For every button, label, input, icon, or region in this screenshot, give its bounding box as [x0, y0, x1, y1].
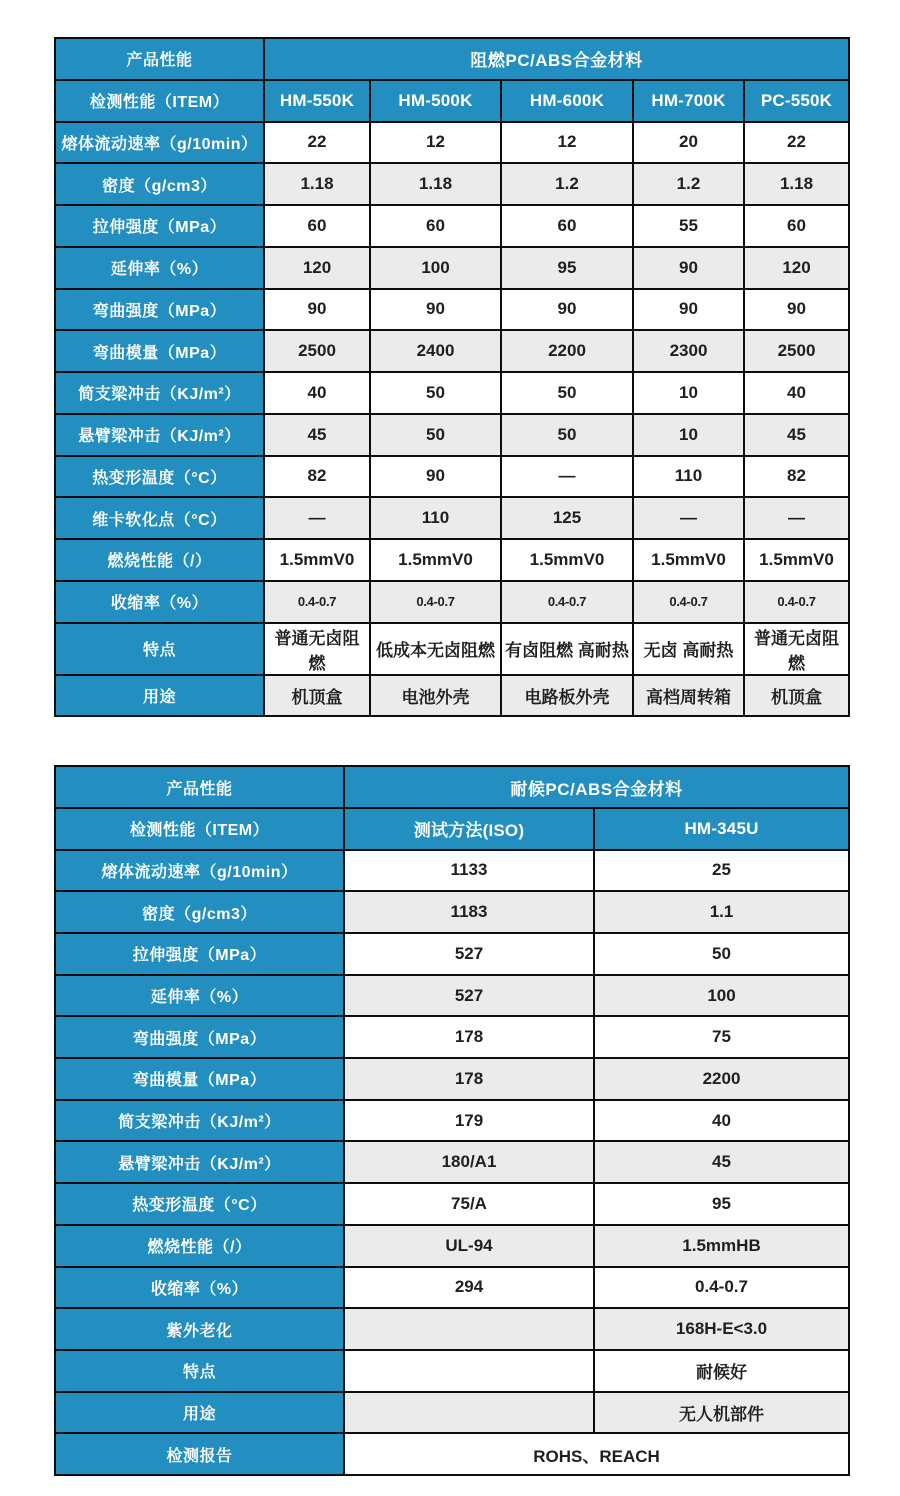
value-cell: 82: [744, 456, 849, 498]
column-header-cell: 测试方法(ISO): [344, 808, 594, 850]
value-cell: 机顶盒: [744, 675, 849, 717]
value-cell: —: [501, 456, 633, 498]
row-label-cell: 密度（g/cm3）: [55, 891, 344, 933]
value-cell: 50: [370, 372, 501, 414]
row-label-cell: 热变形温度（°C）: [55, 456, 264, 498]
row-label-cell: 特点: [55, 623, 264, 675]
value-cell: 82: [264, 456, 370, 498]
value-cell: 90: [501, 289, 633, 331]
value-cell: 2200: [501, 330, 633, 372]
value-cell: 22: [744, 122, 849, 164]
table-row: [55, 581, 849, 623]
row-label-cell: 熔体流动速率（g/10min）: [55, 850, 344, 892]
row-label-cell: 延伸率（%）: [55, 975, 344, 1017]
value-cell: 1.18: [370, 163, 501, 205]
value-cell: 100: [594, 975, 849, 1017]
value-cell: 45: [264, 414, 370, 456]
value-cell: 普通无卤阻燃: [264, 623, 370, 675]
value-cell: 60: [744, 205, 849, 247]
weatherproof-pcabs-table: [54, 765, 850, 1476]
table-row: [55, 1016, 849, 1058]
value-cell: 50: [370, 414, 501, 456]
value-cell: 1183: [344, 891, 594, 933]
table-row: [55, 1267, 849, 1309]
table-row: [55, 163, 849, 205]
value-cell: 无卤 高耐热: [633, 623, 744, 675]
item-header-cell: 检测性能（ITEM）: [55, 80, 264, 122]
row-label-cell: 收缩率（%）: [55, 1267, 344, 1309]
row-label-cell: 拉伸强度（MPa）: [55, 933, 344, 975]
product-performance-cell: 产品性能: [55, 766, 344, 808]
table-row: [55, 330, 849, 372]
table-row: [55, 497, 849, 539]
value-cell: 机顶盒: [264, 675, 370, 717]
table-row: [55, 205, 849, 247]
row-label-cell: 弯曲模量（MPa）: [55, 330, 264, 372]
value-cell: 12: [501, 122, 633, 164]
value-cell: 1.2: [633, 163, 744, 205]
value-cell: 1.5mmV0: [501, 539, 633, 581]
value-cell: 12: [370, 122, 501, 164]
value-cell: —: [744, 497, 849, 539]
value-cell: 90: [370, 289, 501, 331]
table-row: [55, 933, 849, 975]
value-cell: [344, 1308, 594, 1350]
row-label-cell: 弯曲模量（MPa）: [55, 1058, 344, 1100]
merged-value-cell: ROHS、REACH: [344, 1433, 849, 1475]
table-row: [55, 372, 849, 414]
value-cell: 电路板外壳: [501, 675, 633, 717]
value-cell: 1.18: [264, 163, 370, 205]
value-cell: 40: [744, 372, 849, 414]
row-label-cell: 悬臂梁冲击（KJ/m²）: [55, 414, 264, 456]
row-label-cell: 弯曲强度（MPa）: [55, 1016, 344, 1058]
value-cell: 1.1: [594, 891, 849, 933]
column-header-row: [55, 80, 849, 122]
material-title-cell: 耐候PC/ABS合金材料: [344, 766, 849, 808]
column-header-row: [55, 808, 849, 850]
value-cell: 55: [633, 205, 744, 247]
value-cell: 1.5mmV0: [264, 539, 370, 581]
table-row: [55, 1183, 849, 1225]
value-cell: 2300: [633, 330, 744, 372]
row-label-cell: 用途: [55, 1392, 344, 1434]
value-cell: 178: [344, 1016, 594, 1058]
table-row: [55, 1100, 849, 1142]
value-cell: 45: [594, 1141, 849, 1183]
value-cell: 2500: [744, 330, 849, 372]
value-cell: 0.4-0.7: [744, 581, 849, 623]
row-label-cell: 延伸率（%）: [55, 247, 264, 289]
table-row: [55, 891, 849, 933]
table-row: [55, 1350, 849, 1392]
product-performance-cell: 产品性能: [55, 38, 264, 80]
value-cell: —: [633, 497, 744, 539]
value-cell: 0.4-0.7: [633, 581, 744, 623]
column-header-cell: HM-600K: [501, 80, 633, 122]
table-row: [55, 1392, 849, 1434]
value-cell: 40: [264, 372, 370, 414]
value-cell: 60: [370, 205, 501, 247]
table-row: [55, 623, 849, 675]
value-cell: 1.5mmV0: [633, 539, 744, 581]
value-cell: —: [264, 497, 370, 539]
value-cell: 168H-E<3.0: [594, 1308, 849, 1350]
row-label-cell: 收缩率（%）: [55, 581, 264, 623]
value-cell: 普通无卤阻燃: [744, 623, 849, 675]
value-cell: 125: [501, 497, 633, 539]
row-label-cell: 密度（g/cm3）: [55, 163, 264, 205]
row-label-cell: 紫外老化: [55, 1308, 344, 1350]
value-cell: 22: [264, 122, 370, 164]
value-cell: 120: [264, 247, 370, 289]
value-cell: 20: [633, 122, 744, 164]
column-header-cell: HM-700K: [633, 80, 744, 122]
table-row: [55, 414, 849, 456]
value-cell: 110: [370, 497, 501, 539]
value-cell: 110: [633, 456, 744, 498]
value-cell: 178: [344, 1058, 594, 1100]
value-cell: 90: [633, 247, 744, 289]
table-row: [55, 539, 849, 581]
value-cell: 50: [594, 933, 849, 975]
row-label-cell: 简支梁冲击（KJ/m²）: [55, 1100, 344, 1142]
table-row: [55, 1308, 849, 1350]
value-cell: 10: [633, 414, 744, 456]
value-cell: 耐候好: [594, 1350, 849, 1392]
value-cell: 40: [594, 1100, 849, 1142]
column-header-cell: HM-550K: [264, 80, 370, 122]
row-label-cell: 简支梁冲击（KJ/m²）: [55, 372, 264, 414]
value-cell: 0.4-0.7: [501, 581, 633, 623]
value-cell: 95: [594, 1183, 849, 1225]
value-cell: 75: [594, 1016, 849, 1058]
material-title-cell: 阻燃PC/ABS合金材料: [264, 38, 849, 80]
table-title-row: [55, 38, 849, 80]
column-header-cell: HM-500K: [370, 80, 501, 122]
value-cell: 1.18: [744, 163, 849, 205]
value-cell: 75/A: [344, 1183, 594, 1225]
table-row: [55, 456, 849, 498]
value-cell: 90: [744, 289, 849, 331]
value-cell: [344, 1392, 594, 1434]
row-label-cell: 检测报告: [55, 1433, 344, 1475]
value-cell: 高档周转箱: [633, 675, 744, 717]
value-cell: 179: [344, 1100, 594, 1142]
table-row: [55, 247, 849, 289]
row-label-cell: 燃烧性能（/）: [55, 539, 264, 581]
table-row: [55, 289, 849, 331]
value-cell: UL-94: [344, 1225, 594, 1267]
value-cell: 0.4-0.7: [594, 1267, 849, 1309]
value-cell: 90: [370, 456, 501, 498]
value-cell: 95: [501, 247, 633, 289]
row-label-cell: 维卡软化点（°C）: [55, 497, 264, 539]
value-cell: 50: [501, 414, 633, 456]
value-cell: 527: [344, 975, 594, 1017]
row-label-cell: 用途: [55, 675, 264, 717]
row-label-cell: 熔体流动速率（g/10min）: [55, 122, 264, 164]
row-label-cell: 拉伸强度（MPa）: [55, 205, 264, 247]
table-row: [55, 122, 849, 164]
row-label-cell: 热变形温度（°C）: [55, 1183, 344, 1225]
flame-retardant-pcabs-table: [54, 37, 850, 717]
column-header-cell: PC-550K: [744, 80, 849, 122]
row-label-cell: 特点: [55, 1350, 344, 1392]
value-cell: 0.4-0.7: [264, 581, 370, 623]
value-cell: 50: [501, 372, 633, 414]
value-cell: [344, 1350, 594, 1392]
table-row: [55, 675, 849, 717]
value-cell: 90: [264, 289, 370, 331]
value-cell: 25: [594, 850, 849, 892]
value-cell: 0.4-0.7: [370, 581, 501, 623]
value-cell: 10: [633, 372, 744, 414]
value-cell: 2500: [264, 330, 370, 372]
value-cell: 低成本无卤阻燃: [370, 623, 501, 675]
value-cell: 有卤阻燃 高耐热: [501, 623, 633, 675]
value-cell: 45: [744, 414, 849, 456]
value-cell: 无人机部件: [594, 1392, 849, 1434]
value-cell: 1.5mmV0: [370, 539, 501, 581]
value-cell: 120: [744, 247, 849, 289]
table-row: [55, 1225, 849, 1267]
value-cell: 180/A1: [344, 1141, 594, 1183]
value-cell: 100: [370, 247, 501, 289]
row-label-cell: 悬臂梁冲击（KJ/m²）: [55, 1141, 344, 1183]
value-cell: 60: [264, 205, 370, 247]
table-row: [55, 975, 849, 1017]
value-cell: 60: [501, 205, 633, 247]
item-header-cell: 检测性能（ITEM）: [55, 808, 344, 850]
value-cell: 90: [633, 289, 744, 331]
table-row: [55, 1433, 849, 1475]
value-cell: 2200: [594, 1058, 849, 1100]
value-cell: 2400: [370, 330, 501, 372]
table-row: [55, 1141, 849, 1183]
value-cell: 1.5mmV0: [744, 539, 849, 581]
value-cell: 电池外壳: [370, 675, 501, 717]
value-cell: 1133: [344, 850, 594, 892]
value-cell: 527: [344, 933, 594, 975]
value-cell: 1.5mmHB: [594, 1225, 849, 1267]
table-row: [55, 850, 849, 892]
value-cell: 294: [344, 1267, 594, 1309]
row-label-cell: 燃烧性能（/）: [55, 1225, 344, 1267]
table-row: [55, 1058, 849, 1100]
value-cell: 1.2: [501, 163, 633, 205]
row-label-cell: 弯曲强度（MPa）: [55, 289, 264, 331]
column-header-cell: HM-345U: [594, 808, 849, 850]
table-title-row: [55, 766, 849, 808]
